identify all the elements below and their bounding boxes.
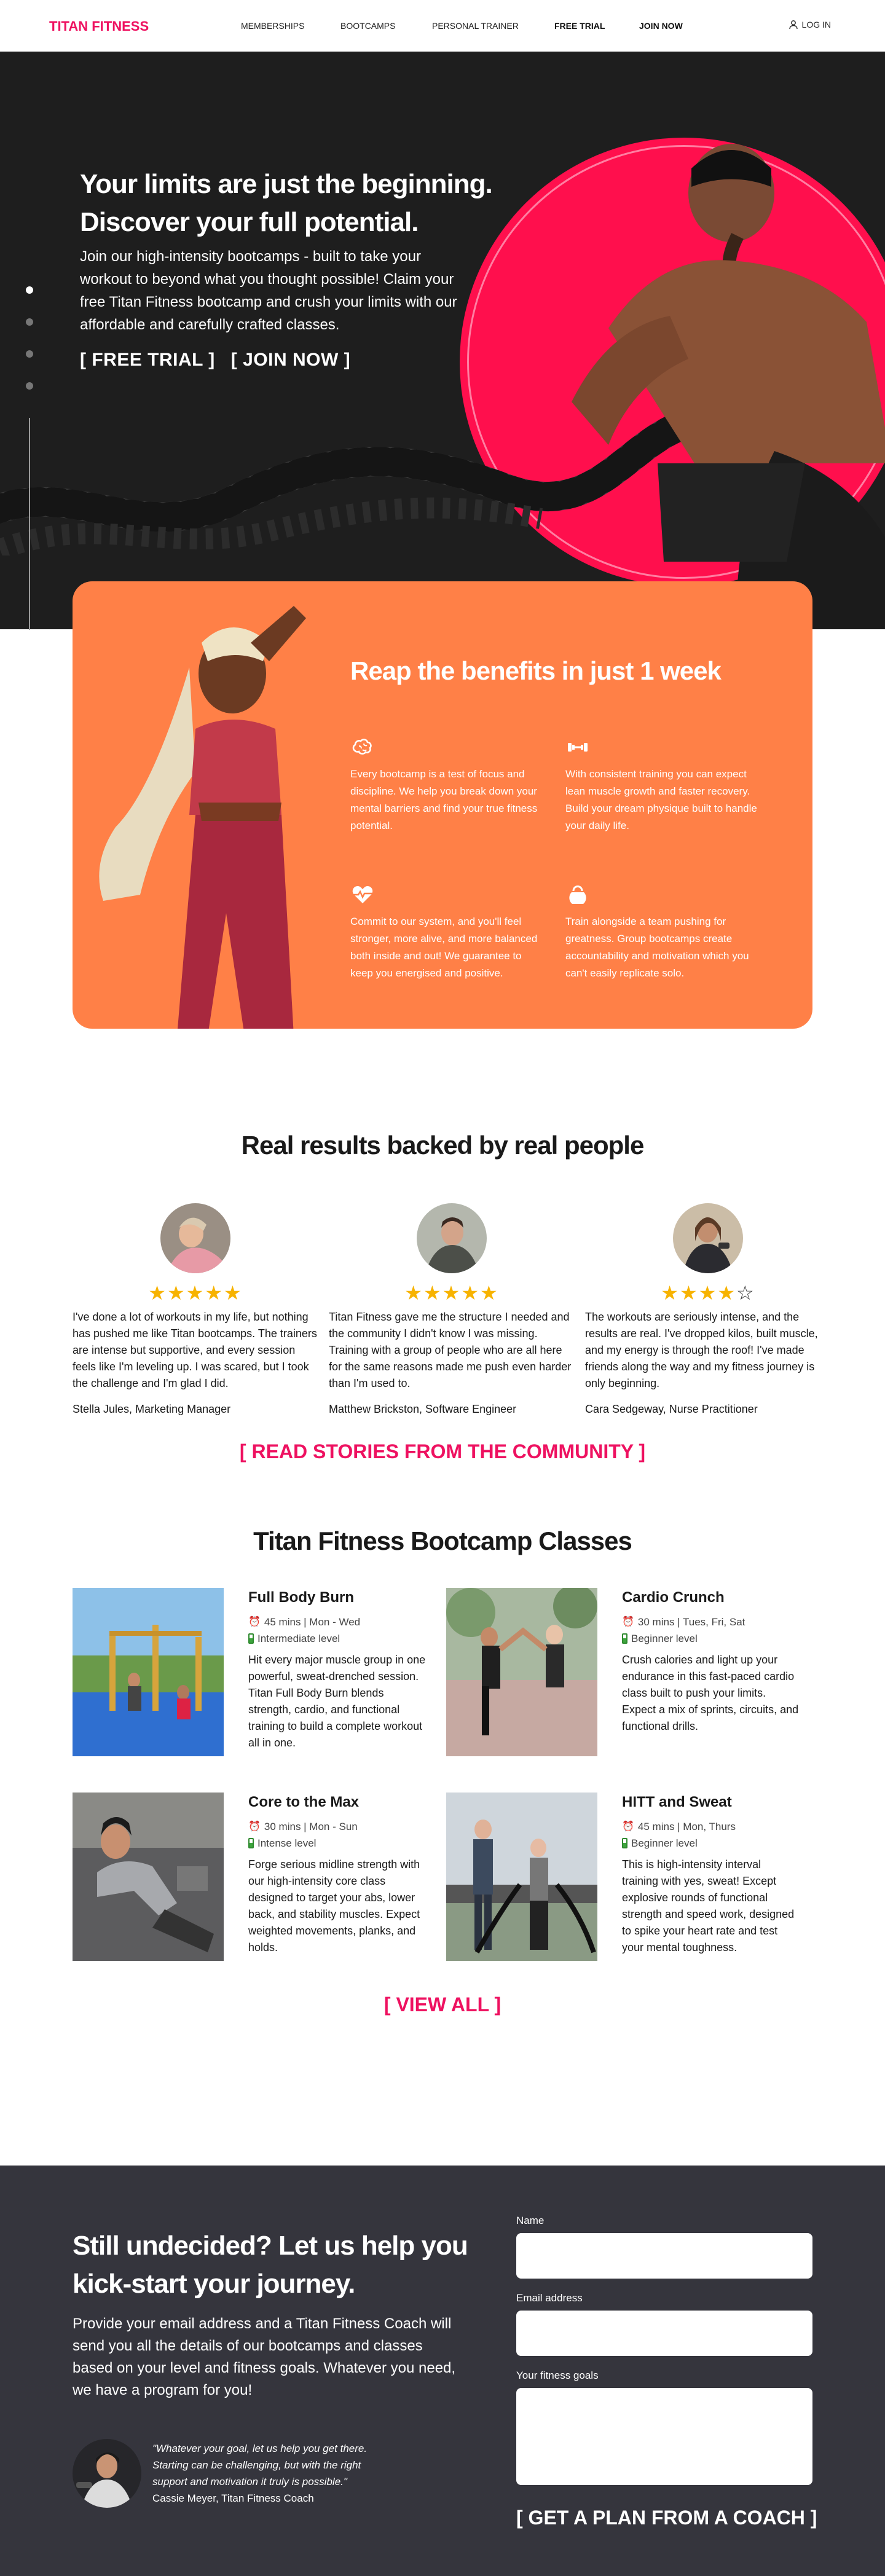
alarm-clock-icon: ⏰	[248, 1617, 261, 1627]
slide-indicators	[26, 286, 33, 390]
class-info	[248, 1793, 427, 1956]
class-image	[446, 1793, 597, 1961]
coach-quote	[73, 2439, 398, 2508]
hero-heading: Your limits are just the beginning. Discover your full potential.	[80, 169, 492, 237]
class-image	[446, 1588, 597, 1756]
name-field-group	[516, 2215, 812, 2279]
contact-lead: Provide your email address and a Titan Fitness Coach will send you all the details of our bootcamps and classes based on your level and fitness goals. Whatever you need, we have a program for you!	[73, 2315, 456, 2398]
class-title: HITT and Sweat	[622, 1794, 732, 1810]
class-level-text: Beginner level	[631, 1633, 698, 1644]
hero-ctas	[80, 350, 350, 371]
benefit-muscle-text: With consistent training you can expect lean muscle growth and faster recovery. Build your dream physique built to handle your daily life.	[565, 768, 757, 831]
email-input[interactable]	[516, 2311, 812, 2356]
nav-personal-trainer[interactable]: PERSONAL TRAINER	[432, 21, 519, 31]
testimonial-author: Stella Jules, Marketing Manager	[73, 1403, 231, 1415]
class-card[interactable]	[446, 1793, 795, 1965]
athlete-image	[535, 144, 885, 629]
alarm-clock-icon: ⏰	[248, 1821, 261, 1832]
contact-title: Still undecided? Let us help you kick-start your journey.	[73, 2231, 468, 2299]
class-title: Cardio Crunch	[622, 1589, 725, 1606]
avatar	[160, 1203, 230, 1273]
rating-stars	[73, 1282, 318, 1304]
rating-stars	[585, 1282, 831, 1304]
testimonial-card	[73, 1203, 318, 1416]
goals-label: Your fitness goals	[516, 2370, 599, 2381]
class-level-text: Intermediate level	[258, 1633, 340, 1644]
classes-section	[0, 1471, 885, 2166]
nav-join-now[interactable]: JOIN NOW	[639, 21, 683, 31]
heartbeat-icon	[350, 882, 375, 907]
rating-stars	[329, 1282, 575, 1304]
star-icon: ★★★★	[661, 1282, 737, 1304]
class-info	[248, 1588, 427, 1751]
testimonial-text: The workouts are seriously intense, and the results are real. I've dropped kilos, built muscle, and my energy is through the roof! I've made friends along the way and my fitness journey is only beginning.	[585, 1311, 818, 1389]
class-schedule-text: 30 mins | Tues, Fri, Sat	[637, 1616, 745, 1628]
class-info	[622, 1588, 800, 1735]
class-schedule	[248, 1614, 427, 1630]
slide-progress-line	[29, 418, 30, 630]
class-description: Forge serious midline strength with our high-intensity core class designed to target your abs, lower back, and stability muscles. Expect weighted movements, planks, and holds.	[248, 1858, 420, 1954]
benefit-wellbeing-text: Commit to our system, and you'll feel stronger, more alive, and more balanced both inside and out! We guarantee to keep you energised and positive.	[350, 916, 538, 979]
battery-level-icon	[622, 1838, 627, 1848]
class-title: Full Body Burn	[248, 1589, 354, 1606]
testimonial-card	[585, 1203, 831, 1416]
class-card[interactable]	[446, 1588, 799, 1760]
user-icon	[789, 20, 798, 29]
testimonial-text: Titan Fitness gave me the structure I needed and the community I didn't know I was missing. Training with a group of people who are all here for the same reasons made me push even harder than I'm used to.	[329, 1311, 572, 1389]
email-field-group	[516, 2292, 812, 2356]
slide-dot-4[interactable]	[26, 382, 33, 390]
class-title: Core to the Max	[248, 1794, 360, 1810]
class-schedule	[622, 1818, 800, 1835]
testimonial-author: Cara Sedgeway, Nurse Practitioner	[585, 1403, 758, 1415]
avatar	[73, 2439, 141, 2508]
class-info	[622, 1793, 800, 1956]
benefit-mental	[350, 735, 547, 834]
coach-name: Cassie Meyer, Titan Fitness Coach	[152, 2492, 314, 2504]
testimonial-text: I've done a lot of workouts in my life, but nothing has pushed me like Titan bootcamps. The trainers are intense but supportive, and every session feels like I'm leveling up. I was scared, but I took the challenge and I'm glad I did.	[73, 1311, 317, 1389]
email-label: Email address	[516, 2292, 583, 2304]
class-schedule	[248, 1818, 427, 1835]
class-image	[73, 1793, 224, 1961]
nav-free-trial[interactable]: FREE TRIAL	[554, 21, 605, 31]
hero-body: Join our high-intensity bootcamps - built to take your workout to beyond what you thought possible! Claim your free Titan Fitness bootcamp and crush your limits with our affordable and carefully crafted classes.	[80, 248, 457, 333]
name-input[interactable]	[516, 2233, 812, 2279]
benefit-mental-text: Every bootcamp is a test of focus and discipline. We help you break down your mental barriers and find your true fitness potential.	[350, 768, 538, 831]
class-schedule-text: 30 mins | Mon - Sun	[264, 1821, 358, 1832]
login-label: LOG IN	[801, 20, 831, 29]
woman-athlete-image	[97, 606, 355, 1029]
get-plan-button[interactable]: [ GET A PLAN FROM A COACH ]	[516, 2507, 817, 2529]
avatar	[673, 1203, 743, 1273]
star-empty-icon: ☆	[736, 1282, 755, 1304]
class-card[interactable]	[73, 1588, 426, 1760]
star-icon: ★★★★★	[148, 1282, 243, 1304]
top-navigation	[0, 0, 885, 52]
slide-dot-1[interactable]	[26, 286, 33, 294]
testimonials-section	[0, 1072, 885, 1471]
brain-icon	[350, 735, 375, 760]
class-image	[73, 1588, 224, 1756]
free-trial-button[interactable]: [ FREE TRIAL ]	[80, 350, 215, 370]
benefits-title: Reap the benefits in just 1 week	[350, 656, 721, 685]
benefit-team	[565, 882, 762, 982]
dumbbell-icon	[565, 735, 590, 760]
alarm-clock-icon: ⏰	[622, 1821, 634, 1832]
coach-quote-text: "Whatever your goal, let us help you get there. Starting can be challenging, but with the right support and motivation it truly is possible."	[152, 2443, 368, 2488]
slide-dot-2[interactable]	[26, 318, 33, 326]
class-description: Crush calories and light up your endurance in this fast-paced cardio class built to push your limits. Expect a mix of sprints, circuits, and functional drills.	[622, 1654, 799, 1732]
benefits-section	[0, 629, 885, 1072]
testimonial-card	[329, 1203, 575, 1416]
class-description: This is high-intensity interval training with yes, sweat! Except explosive rounds of functional strength and speed work, designed to spike your heart rate and test your mental toughness.	[622, 1858, 795, 1954]
nav-bootcamps[interactable]: BOOTCAMPS	[340, 21, 396, 31]
login-link[interactable]	[789, 20, 831, 29]
name-label: Name	[516, 2215, 545, 2226]
class-level-text: Beginner level	[631, 1837, 698, 1849]
slide-dot-3[interactable]	[26, 350, 33, 358]
testimonials-title: Real results backed by real people	[241, 1131, 644, 1160]
class-level	[248, 1630, 427, 1647]
testimonial-author: Matthew Brickston, Software Engineer	[329, 1403, 517, 1415]
class-schedule	[622, 1614, 800, 1630]
class-level-text: Intense level	[258, 1837, 317, 1849]
avatar	[417, 1203, 487, 1273]
benefit-wellbeing	[350, 882, 547, 982]
classes-title: Titan Fitness Bootcamp Classes	[253, 1526, 632, 1555]
battery-level-icon	[622, 1633, 627, 1644]
benefit-muscle	[565, 735, 762, 834]
class-level	[622, 1630, 800, 1647]
battery-level-icon	[248, 1838, 254, 1848]
class-description: Hit every major muscle group in one powerful, sweat-drenched session. Titan Full Body Burn blends strength, cardio, and functional training to build a complete workout all in one.	[248, 1654, 426, 1749]
benefits-card	[73, 581, 812, 1029]
class-level	[248, 1835, 427, 1852]
kettlebell-icon	[565, 882, 590, 907]
view-all-link[interactable]: [ VIEW ALL ]	[384, 1993, 502, 2016]
star-icon: ★★★★★	[404, 1282, 499, 1304]
read-stories-link[interactable]: [ READ STORIES FROM THE COMMUNITY ]	[239, 1440, 646, 1463]
benefit-team-text: Train alongside a team pushing for greatness. Group bootcamps create accountability and motivation which you can't easily replicate solo.	[565, 916, 749, 979]
class-card[interactable]	[73, 1793, 420, 1965]
class-level	[622, 1835, 800, 1852]
battery-level-icon	[248, 1633, 254, 1644]
contact-section	[0, 2166, 885, 2576]
join-now-button[interactable]: [ JOIN NOW ]	[230, 350, 351, 370]
nav-memberships[interactable]: MEMBERSHIPS	[241, 21, 305, 31]
class-schedule-text: 45 mins | Mon - Wed	[264, 1616, 361, 1628]
brand-logo[interactable]: TITAN FITNESS	[49, 18, 149, 34]
alarm-clock-icon: ⏰	[622, 1617, 634, 1627]
goals-textarea[interactable]	[516, 2388, 812, 2485]
goals-field-group	[516, 2370, 812, 2485]
hero-section	[0, 52, 885, 629]
class-schedule-text: 45 mins | Mon, Thurs	[637, 1821, 736, 1832]
